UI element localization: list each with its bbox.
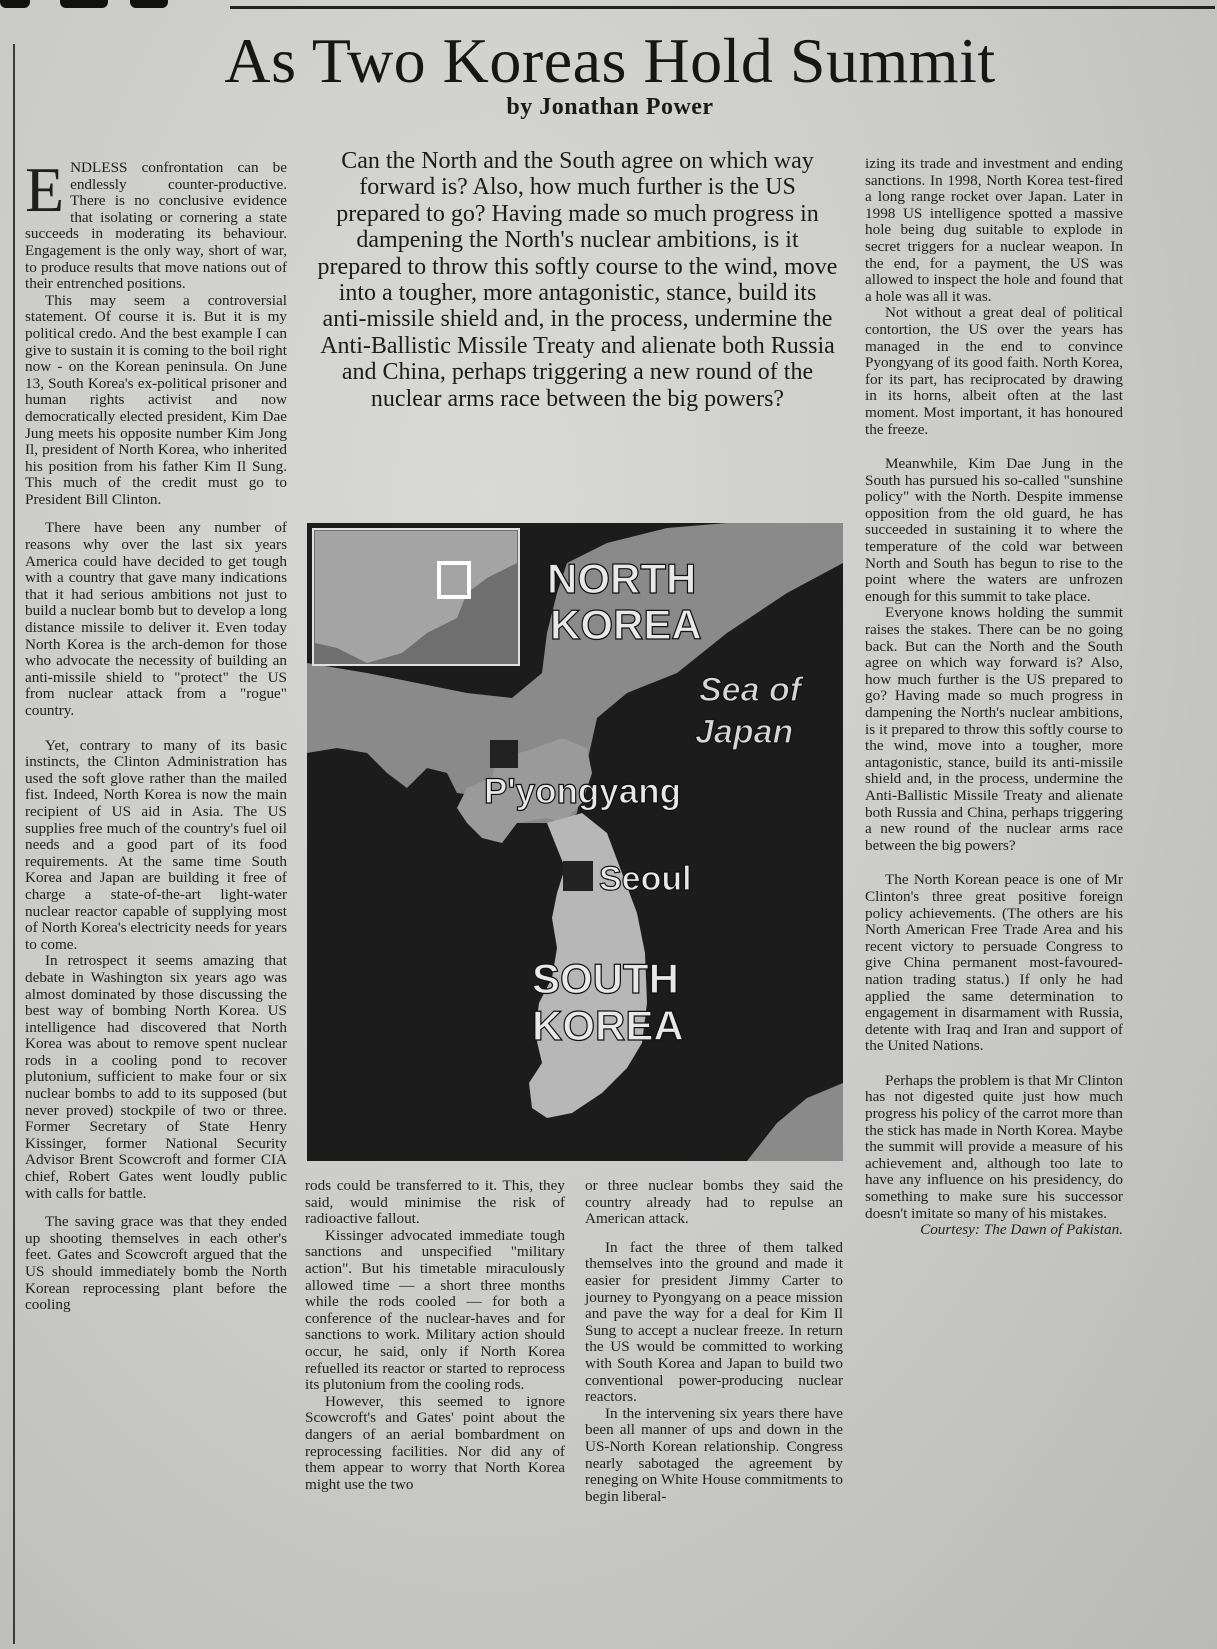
paragraph: Yet, contrary to many of its basic instincts, the Clinton Administration has used the soft glove rather than the mailed fist. Indeed, North Korea is now the main recipient of US aid in Asia. The US supplies free much of the country's fuel oil needs and a good part of its food requirements. At the same time South Korea and Japan are building it free of charge a state-of-the-art light-water nuclear reactor capable of supplying most of North Korea's electricity needs for years to come.	[25, 736, 287, 953]
paragraph	[25, 154, 287, 293]
paragraph: Perhaps the problem is that Mr Clinton has not digested quite just how much progress his policy of the carrot more than the stick has made in North Korea. Maybe the summit will provide a measure of his achievement and, although too late to have any influence on his presidency, do something to make sure his successor doesn't imitate so many of his mistakes.	[865, 1071, 1123, 1222]
paragraph: In the intervening six years there have been all manner of ups and down in the US-North Korean relationship. Congress nearly sabotaged the agreement by reneging on White House commitments to begin liberal-	[585, 1404, 843, 1505]
left-column-rule	[13, 44, 15, 1644]
masthead-fragment	[60, 0, 108, 8]
paragraph: This may seem a controversial statement. Of course it is. But it is my political credo. And the best example I can give to sustain it is coming to the boil right now - on the Korean peninsula. On June 13, South Korea's ex-political prisoner and human rights activist and now democratically elected president, Kim Dae Jung meets his opposite number Kim Jong Il, president of North Korea, who inherited his position from his father Kim Il Sung. This much of the credit must go to President Bill Clinton.	[25, 291, 287, 508]
column-2	[305, 1178, 565, 1493]
map-label-north-korea: KOREA	[550, 601, 702, 648]
paragraph: Kissinger advocated immediate tough sanctions and unspecified "military action". But his timetable miraculously allowed time — a short three months while the rods cooled — for both a conference of the nuclear-haves and for sanctions to work. Military action should occur, he said, only if North Korea refuelled its reactor or started to reprocess its plutonium from the cooling rods.	[305, 1226, 565, 1394]
map-label-south-korea: KOREA	[532, 1002, 684, 1049]
paragraph: izing its trade and investment and ending sanctions. In 1998, North Korea test-fired a long range rocket over Japan. Later in 1998 US intelligence spotted a massive hole being dug suitable to explode in secret triggers for a nuclear weapon. In the end, for a payment, the US was allowed to inspect the hole and found that a hole was all it was.	[865, 155, 1123, 305]
pull-quote: Can the North and the South agree on which way forward is? Also, how much further is the US prepared to go? Having made so much progress in dampening the North's nuclear ambitions, is it prepared to throw this softly course to the wind, move into a tougher, more antagonistic, stance, build its anti-missile shield and, in the process, undermine the Anti-Ballistic Missile Treaty and alienate both Russia and China, perhaps triggering a new round of the nuclear arms race between the big powers?	[317, 148, 838, 412]
paragraph: However, this seemed to ignore Scowcroft's and Gates' point about the dangers of an aerial bombardment on reprocessing facilities. Nor did any of them appear to worry that North Korea might use the two	[305, 1392, 565, 1493]
paragraph: In fact the three of them talked themselves into the ground and made it easier for president Jimmy Carter to journey to Pyongyang on a peace mission and pave the way for a deal for Kim Il Sung to accept a nuclear freeze. In return the US would be committed to working with South Korea and Japan to build two conventional power-producing nuclear reactors.	[585, 1238, 843, 1406]
column-3	[585, 1178, 843, 1505]
map-label-north-korea: NORTH	[547, 555, 697, 602]
paragraph: or three nuclear bombs they said the country already had to repulse an American attack.	[585, 1177, 843, 1228]
paragraph-text: NDLESS confrontation can be endlessly counter-productive. There is no conclusive evidence that isolating or cornering a state succeeds in moderating its behaviour. Engagement is the only way, short of war, to produce results that move nations out of their entrenched positions.	[25, 159, 287, 293]
paragraph: There have been any number of reasons why over the last six years America could have decided to get tough with a country that gave many indications that it had serious ambitions not just to build a nuclear bomb but to develop a long distance missile to deliver it. Even today North Korea is the arch-demon for those who advocate the necessity of building an anti-missile shield to "protect" the US from nuclear attack from a "rogue" country.	[25, 519, 287, 719]
courtesy-credit: Courtesy: The Dawn of Pakistan.	[920, 1221, 1123, 1239]
map-label-south-korea: SOUTH	[532, 955, 679, 1002]
drop-cap: E	[25, 154, 65, 225]
byline: by Jonathan Power	[506, 94, 714, 120]
map-label-pyongyang: P'yongyang	[484, 772, 681, 811]
top-rule	[230, 6, 1215, 9]
paragraph: Everyone knows holding the summit raises the stakes. There can be no going back. But can the North and the South agree on which way forward is? Also, how much further is the US prepared to go? Having made so much progress in dampening the North's nuclear ambitions, is it prepared to throw this softly course to the wind, move into a tougher, more antagonistic, stance, build its anti-missile shield and, in the process, undermine the Anti-Ballistic Missile Treaty and alienate both Russia and China, perhaps triggering a new round of the nuclear arms race between the big powers?	[865, 604, 1123, 854]
korea-map	[307, 523, 843, 1161]
masthead-fragment	[0, 0, 30, 8]
paragraph: Not without a great deal of political contortion, the US over the years has managed in the end to convince Pyongyang of its good faith. North Korea, for its part, has reciprocated by drawing in its horns, albeit often at the last moment. Most important, it has honoured the freeze.	[865, 304, 1123, 438]
seoul-marker	[563, 861, 593, 891]
column-1	[25, 154, 287, 1314]
paragraph: rods could be transferred to it. This, they said, would minimise the risk of radioactive fallout.	[305, 1177, 565, 1228]
headline: As Two Koreas Hold Summit	[224, 25, 996, 96]
map-label-sea-of-japan: Sea of	[699, 671, 802, 709]
map-label-sea-of-japan: Japan	[695, 713, 794, 751]
korea-map-graphic	[307, 523, 843, 1161]
paragraph: The saving grace was that they ended up shooting themselves in each other's feet. Gates and Scowcroft argued that the US should immediately bomb the North Korean reprocessing plant before the cooling	[25, 1213, 287, 1314]
masthead-fragment	[130, 0, 168, 8]
paragraph: Meanwhile, Kim Dae Jung in the South has pursued his so-called "sunshine policy" with the North. Despite immense opposition from the old guard, he has succeeded in sustaining it to where the temperature of the cold war between North and South has begun to rise to the point where the waters are unfrozen enough for this summit to take place.	[865, 455, 1123, 605]
paragraph: In retrospect it seems amazing that debate in Washington six years ago was almost dominated by those discussing the best way of bombing North Korea. US intelligence had discovered that North Korea was about to remove spent nuclear rods in a cooling pond to recover plutonium, sufficient to make four or six nuclear bombs to add to its supposed (but never proved) stockpile of two or three. Former Secretary of State Henry Kissinger, former National Security Advisor Brent Scowcroft and former CIA chief, Robert Gates went loudly public with calls for battle.	[25, 952, 287, 1202]
map-label-seoul: Seoul	[599, 860, 692, 898]
paragraph: The North Korean peace is one of Mr Clinton's three great positive foreign policy achievements. (The others are his North American Free Trade Area and his recent victory to persuade Congress to give China permanent most-favoured-nation trading status.) If only he had applied the same determination to engagement in disarmament with Russia, detente with Iraq and Iran and support of the United Nations.	[865, 871, 1123, 1055]
column-4	[865, 156, 1123, 1239]
pyongyang-marker	[490, 740, 518, 768]
masthead-strip	[0, 0, 1217, 12]
